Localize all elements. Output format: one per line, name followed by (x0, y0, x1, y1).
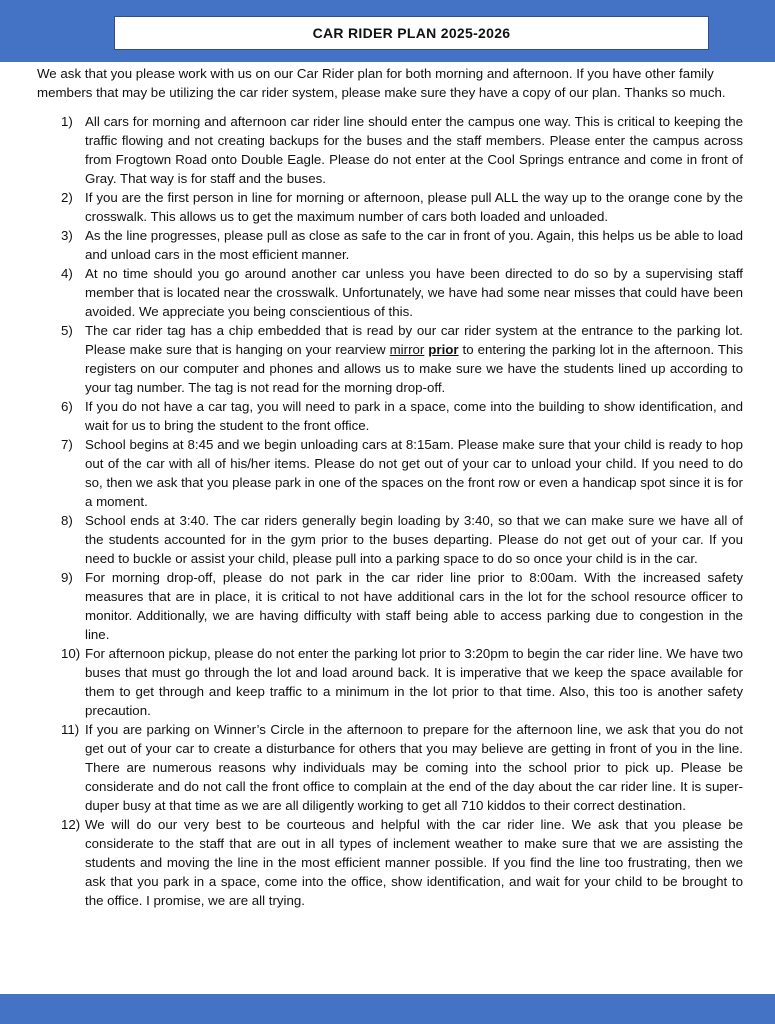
rule-text-part-a: The car rider tag has a chip embedded that is read by our car rider system at the entrance to the parking lot. Please make sure that is hanging on your rearview (85, 323, 743, 357)
rule-text-prior: prior (428, 342, 459, 357)
rule-item (37, 321, 743, 397)
rule-number: 8) (61, 513, 73, 528)
rule-number: 12) (61, 817, 81, 832)
rule-text-part-b: to entering the parking lot in the afternoon. This registers on our computer and phones and allows us to make sure we have the students lined up according to your tag number. The tag is not read for the morning drop-off. (85, 342, 744, 395)
rule-item (37, 264, 743, 321)
rule-text: School begins at 8:45 and we begin unloading cars at 8:15am. Please make sure that your child is ready to hop out of the car with all of his/her items. Please do not get out of your car to unload your child. If you need to do so, then we ask that you please park in one of the spaces on the front row or even a handicap spot since it is for a moment. (85, 437, 743, 509)
rule-number: 9) (61, 570, 73, 585)
rule-item (37, 226, 743, 264)
rule-number: 3) (61, 228, 73, 243)
rule-text: All cars for morning and afternoon car rider line should enter the campus one way. This is critical to keeping the traffic flowing and not creating backups for the buses and the staff members. Please enter the campus across from Frogtown Road onto Double Eagle. Please do not enter at the Cool Springs entrance and come in front of Gray. That way is for staff and the buses. (85, 114, 743, 186)
rule-number: 7) (61, 437, 73, 452)
rule-number: 2) (61, 190, 73, 205)
page-title: CAR RIDER PLAN 2025-2026 (312, 25, 511, 41)
rule-text: If you are the first person in line for morning or afternoon, please pull ALL the way up to the orange cone by the crosswalk. This allows us to get the maximum number of cars both loaded and unloaded. (85, 190, 743, 224)
rule-item (37, 397, 743, 435)
rule-item (37, 188, 743, 226)
rule-text: If you do not have a car tag, you will need to park in a space, come into the building to show identification, and wait for us to bring the student to the front office. (85, 399, 743, 433)
rule-item (37, 568, 743, 644)
rule-number: 6) (61, 399, 73, 414)
rule-number: 10) (61, 646, 81, 661)
rule-number: 5) (61, 323, 73, 338)
rule-text: As the line progresses, please pull as close as safe to the car in front of you. Again, this helps us be able to load and unload cars in the most efficient manner. (85, 228, 743, 262)
footer-band (0, 994, 775, 1024)
rule-item (37, 644, 743, 720)
intro-paragraph: We ask that you please work with us on our Car Rider plan for both morning and afternoon. If you have other family members that may be utilizing the car rider system, please make sure they have a copy of our plan. Thanks so much. (37, 66, 726, 100)
rules-list (37, 112, 743, 910)
rule-number: 4) (61, 266, 73, 281)
rule-text: At no time should you go around another car unless you have been directed to do so by a supervising staff member that is located near the crosswalk. Unfortunately, we have had some near misses that could have been avoided. We appreciate you being conscientious of this. (85, 266, 743, 319)
rule-item (37, 112, 743, 188)
rule-item (37, 435, 743, 511)
rule-text: If you are parking on Winner’s Circle in the afternoon to prepare for the afternoon line, we ask that you do not get out of your car to create a disturbance for others that you may believe are getting in front of you in the line. There are numerous reasons why individuals may be coming into the school prior to pick up. Please be considerate and do not call the front office to complain at the end of the day about the car rider line. It is super-duper busy at that time as we are all diligently working to get all 710 kiddos to their correct destination. (85, 722, 743, 813)
rule-item (37, 720, 743, 815)
document-body (37, 64, 743, 910)
rule-number: 1) (61, 114, 73, 129)
rule-text: For morning drop-off, please do not park in the car rider line prior to 8:00am. With the increased safety measures that are in place, it is critical to not have additional cars in the lot for the school resource officer to monitor. Additionally, we are having difficulty with staff being able to access parking due to congestion in the line. (85, 570, 743, 642)
title-box (114, 16, 709, 50)
rule-text: School ends at 3:40. The car riders generally begin loading by 3:40, so that we can make sure we have all of the students accounted for in the gym prior to the buses departing. Please do not get out of your car. If you need to buckle or assist your child, please pull into a parking space to do so once your child is in the car. (85, 513, 743, 566)
rule-item (37, 511, 743, 568)
rule-item (37, 815, 743, 910)
rule-text: We will do our very best to be courteous and helpful with the car rider line. We ask that you please be considerate to the staff that are out in all types of inclement weather to make sure that we are assisting the students and moving the line in the most efficient manner possible. If you find the line too frustrating, then we ask that you park in a space, come into the office, show identification, and wait for your child to be brought to the office. I promise, we are all trying. (85, 817, 743, 908)
rule-number: 11) (61, 722, 80, 737)
rule-text: For afternoon pickup, please do not enter the parking lot prior to 3:20pm to begin the car rider line. We have two buses that must go through the lot and load around back. It is imperative that we keep the space available for them to get through and keep traffic to a minimum in the lot prior to that time. Also, this too is another safety precaution. (85, 646, 743, 718)
rule-text-mirror: mirror (389, 342, 425, 357)
